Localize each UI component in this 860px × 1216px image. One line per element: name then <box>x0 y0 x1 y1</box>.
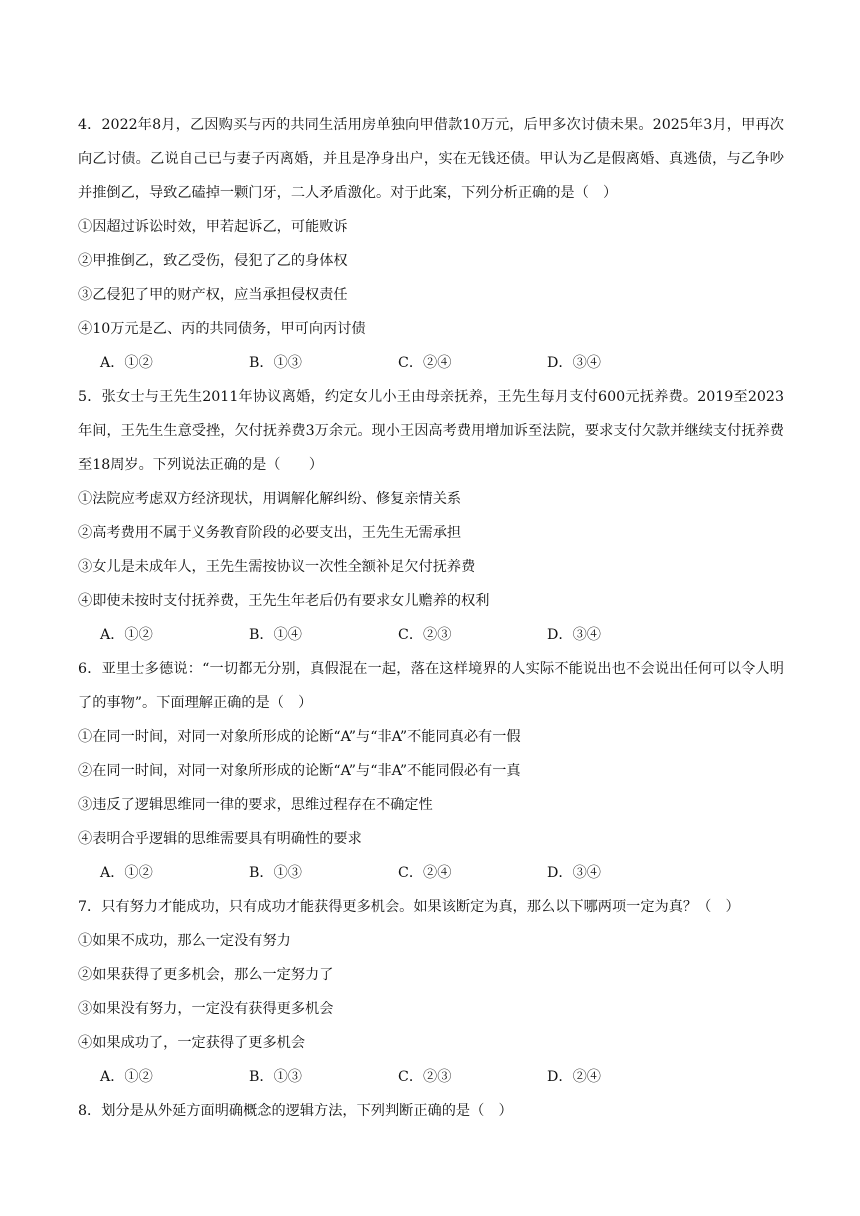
choice-a: A．①② <box>100 355 153 371</box>
question-8 <box>78 1094 784 1128</box>
choice-d: D．③④ <box>547 865 601 881</box>
statement-1: ①因超过诉讼时效，甲若起诉乙，可能败诉 <box>78 219 348 235</box>
question-5 <box>78 380 784 652</box>
choice-c: C．②④ <box>398 355 452 371</box>
answer-choices <box>78 346 784 380</box>
answer-choices <box>78 856 784 890</box>
statement-2: ②如果获得了更多机会，那么一定努力了 <box>78 967 334 983</box>
statement-3: ③违反了逻辑思维同一律的要求，思维过程存在不确定性 <box>78 797 433 813</box>
question-7 <box>78 890 784 1094</box>
choice-d: D．③④ <box>547 355 601 371</box>
statement-3: ③如果没有努力，一定没有获得更多机会 <box>78 1001 334 1017</box>
answer-choices <box>78 618 784 652</box>
question-6 <box>78 652 784 890</box>
statement-4: ④即使未按时支付抚养费，王先生年老后仍有要求女儿赡养的权利 <box>78 593 490 609</box>
choice-c: C．②④ <box>398 865 452 881</box>
statement-1: ①法院应考虑双方经济现状，用调解化解纠纷、修复亲情关系 <box>78 491 462 507</box>
statement-3: ③乙侵犯了甲的财产权，应当承担侵权责任 <box>78 287 348 303</box>
choice-a: A．①② <box>100 1069 153 1085</box>
question-stem: 7．只有努力才能成功，只有成功才能获得更多机会。如果该断定为真，那么以下哪两项一定为真？（ ） <box>78 899 740 915</box>
statement-1: ①如果不成功，那么一定没有努力 <box>78 933 291 949</box>
choice-b: B．①③ <box>249 355 302 371</box>
statement-2: ②甲推倒乙，致乙受伤，侵犯了乙的身体权 <box>78 253 348 269</box>
choice-b: B．①③ <box>249 1069 302 1085</box>
choice-d: D．③④ <box>547 627 601 643</box>
statement-4: ④10万元是乙、丙的共同债务，甲可向丙讨债 <box>78 321 366 337</box>
statement-4: ④表明合乎逻辑的思维需要具有明确性的要求 <box>78 831 362 847</box>
choice-c: C．②③ <box>398 627 452 643</box>
question-stem: 4．2022年8月，乙因购买与丙的共同生活用房单独向甲借款10万元，后甲多次讨债未果。2025年3月，甲再次向乙讨债。乙说自己已与妻子丙离婚，并且是净身出户，实在无钱还债。甲认为乙是假离婚、真逃债，与乙争吵并推倒乙，导致乙磕掉一颗门牙，二人矛盾激化。对于此案，下列分析正确的是（ ） <box>78 117 784 201</box>
statement-3: ③女儿是未成年人，王先生需按协议一次性全额补足欠付抚养费 <box>78 559 476 575</box>
choice-b: B．①④ <box>249 627 302 643</box>
statement-4: ④如果成功了，一定获得了更多机会 <box>78 1035 306 1051</box>
choice-d: D．②④ <box>547 1069 601 1085</box>
choice-a: A．①② <box>100 627 153 643</box>
choice-b: B．①③ <box>249 865 302 881</box>
question-stem: 6．亚里士多德说：“一切都无分别，真假混在一起，落在这样境界的人实际不能说出也不会说出任何可以令人明了的事物”。下面理解正确的是（ ） <box>78 661 784 711</box>
answer-choices <box>78 1060 784 1094</box>
choice-a: A．①② <box>100 865 153 881</box>
question-stem: 5．张女士与王先生2011年协议离婚，约定女儿小王由母亲抚养，王先生每月支付600元抚养费。2019至2023年间，王先生生意受挫，欠付抚养费3万余元。现小王因高考费用增加诉至法院，要求支付欠款并继续支付抚养费至18周岁。下列说法正确的是（ ） <box>78 389 784 473</box>
question-4 <box>78 108 784 380</box>
statement-2: ②在同一时间，对同一对象所形成的论断“A”与“非A”不能同假必有一真 <box>78 763 521 779</box>
statement-1: ①在同一时间，对同一对象所形成的论断“A”与“非A”不能同真必有一假 <box>78 729 521 745</box>
question-stem: 8．划分是从外延方面明确概念的逻辑方法，下列判断正确的是（ ） <box>78 1103 513 1119</box>
statement-2: ②高考费用不属于义务教育阶段的必要支出，王先生无需承担 <box>78 525 462 541</box>
choice-c: C．②③ <box>398 1069 452 1085</box>
question-list <box>78 108 784 1128</box>
